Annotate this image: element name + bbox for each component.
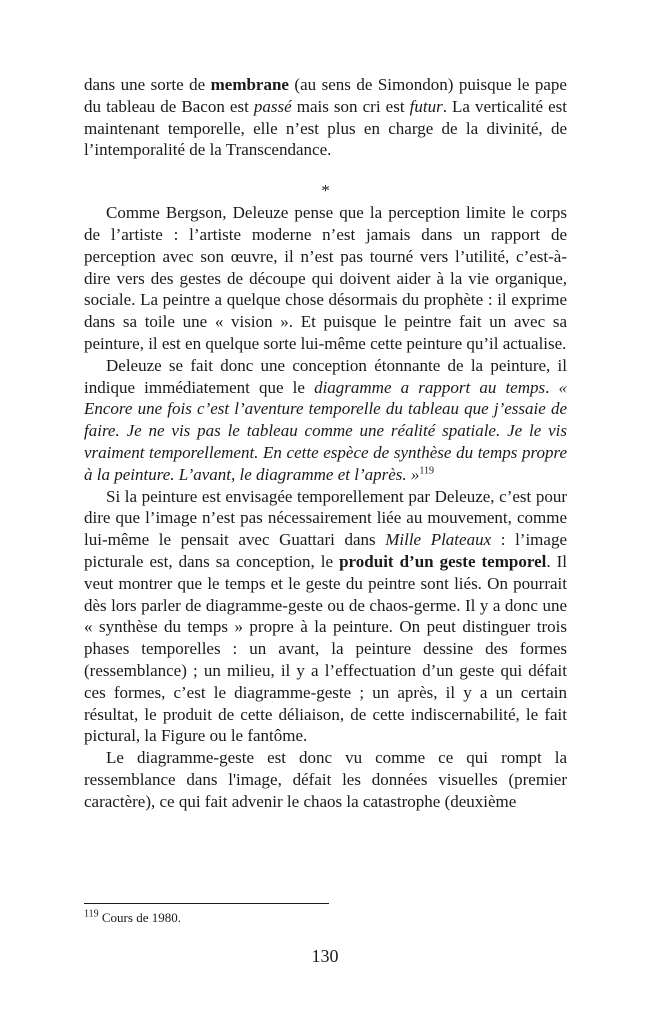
footnote-number: 119: [84, 908, 99, 920]
text: .: [545, 377, 559, 397]
footnote-rule: [84, 903, 329, 904]
italic-term: passé: [253, 96, 292, 116]
paragraph-temporel: [84, 486, 567, 748]
text: : l’image picturale est, dans sa conception, le: [84, 530, 567, 571]
paragraph-diagramme-geste: Le diagramme-geste est donc vu comme ce qui rompt la ressemblance dans l'image, défait les données visuelles (premier caractère), ce qui fait advenir le chaos la catastrophe (deuxième: [84, 748, 567, 811]
footnote: [84, 910, 181, 926]
book-title: Mille Plateaux: [385, 530, 492, 550]
text: . Il veut montrer que le temps et le geste du peintre sont liés. On pourrait dès lors parler de diagramme-geste ou de chaos-germe. Il y a donc une « synthèse du temps » propre à la peinture. On peut distinguer trois phases temporelles : un avant, la peinture dessine des formes (ressemblance) ; un milieu, il y a l’effectuation d’un geste qui défait ces formes, c’est le diagramme-geste ; un après, il y a un certain résultat, le produit de cette déliaison, de cette indiscernabilité, le fait pictural, la Figure ou le fantôme.: [84, 551, 567, 746]
bold-term: produit d’un geste temporel: [339, 551, 547, 571]
text: . La verticalité est maintenant temporelle, elle n’est plus en charge de la divinité, de l’intemporalité de la Transcendance.: [84, 96, 567, 160]
paragraph-continued: [84, 74, 567, 161]
quotation: « Encore une fois c’est l’aventure temporelle du tableau que j’essaie de faire. Je ne vis pas le tableau comme une réalité spatiale. Je le vis vraiment temporellement. En cette espèce de synthèse du temps propre à la peinture. L’avant, le diagramme et l’après. »: [84, 377, 567, 484]
page-body: [84, 74, 567, 813]
text: Si la peinture est envisagée temporellement par Deleuze, c’est pour dire que l’image n’est pas nécessairement liée au mouvement, comme lui-même le pensait avec Guattari dans: [84, 486, 567, 550]
page-number: 130: [311, 946, 339, 966]
bold-term: membrane: [210, 75, 289, 94]
italic-term: diagramme a rapport au temps: [314, 377, 546, 397]
paragraph-bergson: Comme Bergson, Deleuze pense que la perception limite le corps de l’artiste : l’artiste moderne n’est jamais dans un rapport de perception avec son œuvre, il n’est pas tourné vers l’utilité, c’est-à-dire vers des gestes de découpe qui doivent aider à la vie organique, sociale. La peintre a quelque chose désormais du prophète : il exprime dans sa toile une « vision ». Et puisque le peintre fait un avec sa peinture, il est en quelque sorte lui-même cette peinture qu’il actualise.: [84, 203, 567, 353]
paragraph-diagramme: [84, 355, 567, 486]
footnote-text: Cours de 1980.: [98, 910, 181, 925]
section-separator: *: [321, 181, 330, 201]
text: (au sens de Simondon) puisque le pape du tableau de Bacon est: [84, 75, 567, 116]
text: dans une sorte de: [84, 75, 211, 94]
footnote-ref[interactable]: 119: [419, 465, 435, 477]
text: Deleuze se fait donc une conception étonnante de la peinture, il indique immédiatement que le: [84, 355, 567, 397]
italic-term: futur: [409, 96, 443, 116]
text: mais son cri est: [291, 96, 410, 116]
